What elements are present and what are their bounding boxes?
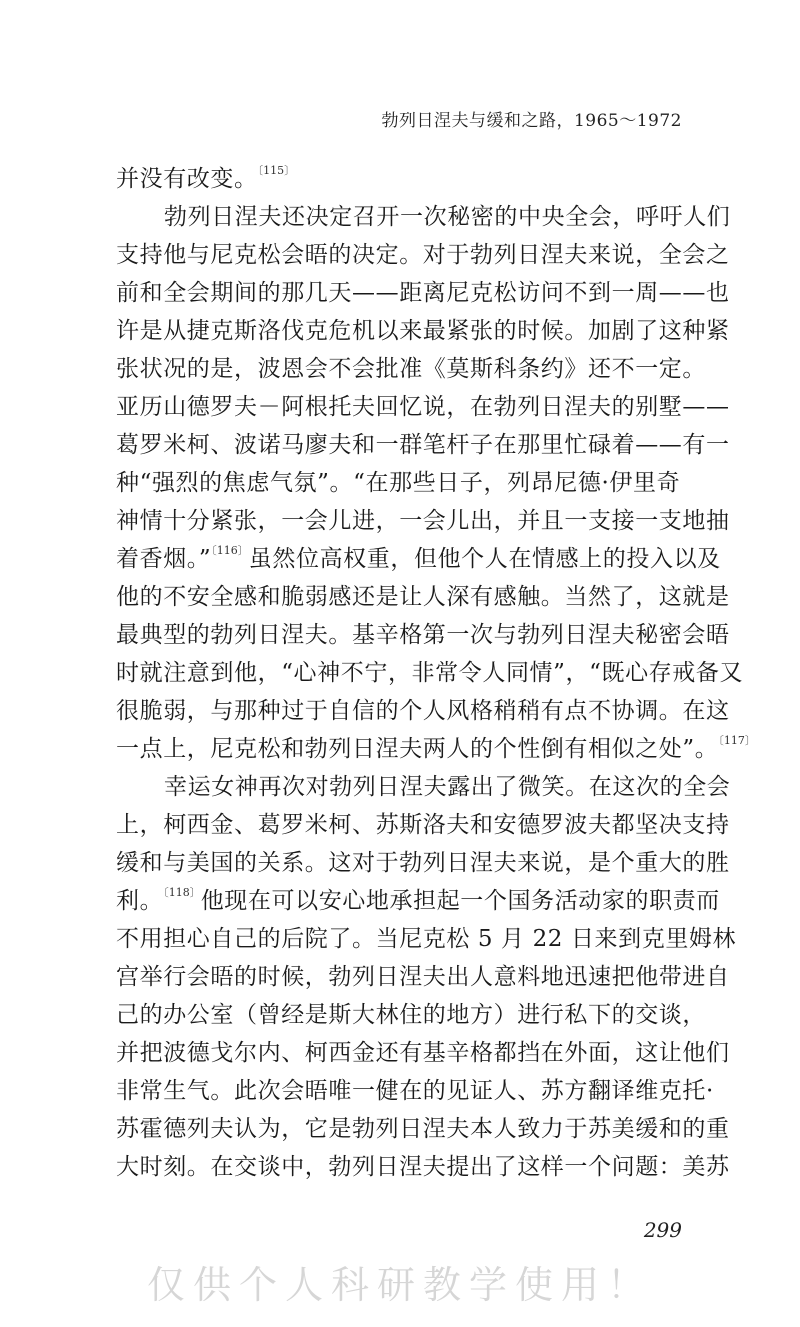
text-line <box>116 768 731 806</box>
text-line <box>116 464 686 502</box>
line-text-continued: 虽然位高权重，但他个人在情感上的投入以及 <box>248 546 721 572</box>
footnote-marker: 〔116〕 <box>211 544 249 557</box>
footnote-marker: 〔115〕 <box>257 164 296 177</box>
text-line <box>116 312 730 350</box>
line-text: 张状况的是，波恩会不会批准《莫斯科条约》还不一定。 <box>116 356 706 382</box>
line-text: 一点上，尼克松和勃列日涅夫两人的个性倒有相似之处”。 <box>116 736 719 762</box>
text-line <box>116 388 730 426</box>
line-text: 大时刻。在交谈中，勃列日涅夫提出了这样一个问题：美苏 <box>116 1154 730 1180</box>
line-text: 神情十分紧张，一会儿进，一会儿出，并且一支接一支地抽 <box>116 508 730 534</box>
line-text: 苏霍德列夫认为，它是勃列日涅夫本人致力于苏美缓和的重 <box>116 1116 730 1142</box>
text-line <box>116 578 730 616</box>
line-text: 缓和与美国的关系。这对于勃列日涅夫来说，是个重大的胜 <box>116 850 730 876</box>
line-text-continued: 他现在可以安心地承担起一个国务活动家的职责而 <box>200 888 720 914</box>
text-line <box>116 1034 730 1072</box>
text-line <box>116 1148 730 1186</box>
line-text: 着香烟。” <box>116 546 212 572</box>
line-text: 很脆弱，与那种过于自信的个人风格稍稍有点不协调。在这 <box>116 698 730 724</box>
running-head: 勃列日涅夫与缓和之路，1965～1972 <box>381 111 682 131</box>
line-text: 亚历山德罗夫－阿根托夫回忆说，在勃列日涅夫的别墅—— <box>116 394 730 420</box>
line-text: 宫举行会晤的时候，勃列日涅夫出人意料地迅速把他带进自 <box>116 964 730 990</box>
line-text: 葛罗米柯、波诺马廖夫和一群笔杆子在那里忙碌着——有一 <box>116 432 730 458</box>
line-text: 不用担心自己的后院了。当尼克松 5 月 22 日来到克里姆林 <box>116 926 737 952</box>
line-text: 己的办公室（曾经是斯大林住的地方）进行私下的交谈， <box>116 1002 706 1028</box>
text-line <box>116 1110 730 1148</box>
text-line <box>116 654 744 692</box>
line-text: 许是从捷克斯洛伐克危机以来最紧张的时候。加剧了这种紧 <box>116 318 730 344</box>
text-line <box>116 882 720 920</box>
text-line <box>116 160 686 198</box>
line-text: 利。 <box>116 888 164 914</box>
watermark: 仅供个人科研教学使用！ <box>146 1263 653 1307</box>
line-text: 并没有改变。 <box>116 166 258 192</box>
text-line <box>116 730 756 768</box>
line-text: 非常生气。此次会晤唯一健在的见证人、苏方翻译维克托· <box>116 1078 714 1104</box>
text-line <box>116 540 721 578</box>
line-text: 支持他与尼克松会晤的决定。对于勃列日涅夫来说，全会之 <box>116 242 730 268</box>
body-text <box>116 160 756 1186</box>
text-line <box>116 502 730 540</box>
line-text: 前和全会期间的那几天——距离尼克松访问不到一周——也 <box>116 280 730 306</box>
text-line <box>116 426 730 464</box>
line-text: 时就注意到他，“心神不宁，非常令人同情”，“既心存戒备又 <box>116 660 744 686</box>
text-line <box>116 616 730 654</box>
line-text: 他的不安全感和脆弱感还是让人深有感触。当然了，这就是 <box>116 584 730 610</box>
line-text: 并把波德戈尔内、柯西金还有基辛格都挡在外面，这让他们 <box>116 1040 730 1066</box>
text-line <box>116 350 706 388</box>
line-text: 上，柯西金、葛罗米柯、苏斯洛夫和安德罗波夫都坚决支持 <box>116 812 730 838</box>
text-line <box>116 958 730 996</box>
text-line <box>116 1072 714 1110</box>
text-line <box>116 996 706 1034</box>
line-text: 最典型的勃列日涅夫。基辛格第一次与勃列日涅夫秘密会晤 <box>116 622 730 648</box>
text-line <box>116 198 731 236</box>
text-line <box>116 236 730 274</box>
text-line <box>116 692 730 730</box>
line-text: 幸运女神再次对勃列日涅夫露出了微笑。在这次的全会 <box>164 774 731 800</box>
footnote-marker: 〔117〕 <box>718 734 756 747</box>
text-line <box>116 806 730 844</box>
page-number: 299 <box>643 1218 682 1242</box>
footnote-marker: 〔118〕 <box>163 886 201 899</box>
text-line <box>116 844 730 882</box>
text-line <box>116 274 730 312</box>
line-text: 种“强烈的焦虑气氛”。“在那些日子，列昂尼德·伊里奇 <box>116 470 681 496</box>
line-text: 勃列日涅夫还决定召开一次秘密的中央全会，呼吁人们 <box>164 204 731 230</box>
text-line <box>116 920 737 958</box>
